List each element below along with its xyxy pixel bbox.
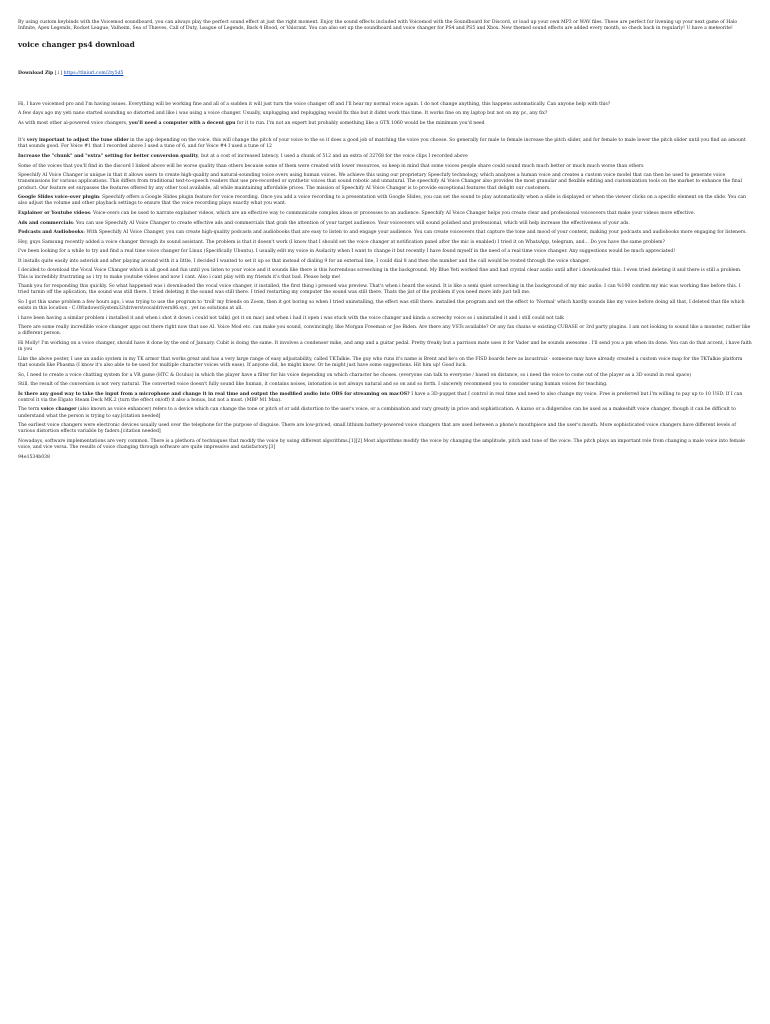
- paragraph-text: , but at a cost of increased latency. I used a chunk of 512 and an extra of 32768 for the voice clips I recorded above: [198, 154, 468, 160]
- paragraph-text: : Voice-overs can be used to narrate explainer videos, which are an effective way to communicate complex ideas or processes to an audience. Speechify AI Voice Changer helps you create clear and professional voiceovers that make your videos more effective.: [89, 210, 696, 216]
- article-paragraph: I've been looking for a while to try and find a real time voice changer for Linux (Specifically Ubuntu). I usually edit my voice in Audacity when I want to change it but recently I have found myself in the need of a real time voice changer. Any suggestions would be much appreciated!: [18, 249, 676, 255]
- paragraph-bold-text: very important to adjust the tune slider: [26, 138, 129, 144]
- paragraph-bold-text: Explainer or Youtube videos: [18, 210, 90, 216]
- paragraph-text: (also known as voice enhancer) refers to a device which can change the tone or pitch of or add distortion to the user's voice, or a combination and vary greatly in price and sophistication. A kazoo or a didgeridoo can be used as a makeshift voice changer, though it can be difficult to understand what the person is trying to say.[citation needed]: [18, 407, 736, 419]
- paragraph-bold-text: Is there any good way to take the input from a microphone and change it in real time and output the modified audio into OBS for streaming on macOS?: [18, 391, 410, 397]
- paragraph-text: I have a 3D-puppet that I control in real time and need to also change my voice. Free is preferred but I'm willing to pay up to 10 USD. If I can control it via the Elgato Steam Deck MK.2 (turn the effect on/off) it also a bonus, but not a must. (MBP M1 Max).: [18, 391, 743, 403]
- paragraph-bold-text: Podcasts and Audiobooks: [18, 230, 84, 236]
- article-paragraph: [18, 211, 752, 217]
- article-paragraph: It installs quite easily into asterisk and after playing around with it a little, I decided I wanted to set it up so that instead of dialing 9 for an external line, I could dial 8 and then the number and the call would be routed through the voice changer.: [18, 258, 590, 264]
- paragraph-text: The term: [18, 407, 41, 413]
- article-paragraph: [18, 121, 752, 127]
- article-paragraph: [18, 221, 752, 227]
- paragraph-text: As with most other ai-powered voice changers,: [18, 120, 129, 126]
- article-paragraph: Hi, I have voicemod pro and I'm having issues. Everything will be working fine and all of a sudden it will just turn the voice changer off and I'll hear my normal voice again. I do not change anything, this happens automatically. Can anyone help with this?: [18, 101, 611, 107]
- article-paragraph: I decided to download the Vocal Voice Changer which is all good and fun until you listen to your voice and it sounds like there is this horrendous screeching in the background. My Blue Yeti worked fine and had crystal clear audio until after i downloaded this. I even tried deleting it and there is still a problem. This is incredibly frustrating as i try to make youtube videos and now I cant. Also i cant play with my friends it's that bad. Please help me!: [18, 268, 742, 280]
- article-paragraph: Hey, guys Samsung recently added a voice changer through its sound assistant. The problem is that it doesn't work (I know that I should set the voice changer at notification panel after the mic is enabled) I tried it on WhatsApp, telegram, and... Do you have the same problem?: [18, 239, 665, 245]
- article-paragraph: There are some really incredible voice changer apps out there right now that use AI. Voice Mod etc. can make you sound, convincingly, like Morgan Freeman or Joe Biden. Are there any VSTs available? Or any fax chains w existing CUBASE or 3rd party plugins. I am not looking to sound like a monster, rather like a different person.: [18, 325, 751, 337]
- article-paragraph: [18, 230, 752, 236]
- article-paragraph: [18, 138, 752, 150]
- article-paragraph: So I got this same problem a few hours ago, i was trying to use the program to 'troll' my friends on Zoom, then it got boring so when I tried uninstalling, the effect was still there. installed the program and set the effect to 'Normal' which hardly sounds like my voice before doing all that, I deleted that file which exists in this location - C:\Windows\System32\drivers\vocaldriverx86.sys , yet no solutions at all.: [18, 299, 745, 312]
- article-paragraph: Nowadays, software implementations are very common. There is a plethora of techniques that modify the voice by using different algorithms.[1][2] Most algorithms modify the voice by changing the amplitude, pitch and tone of the voice. The pitch plays an important role from changing a male voice into female voice, and vice versa. The results of voice changing through software are quite impressive and satisfactory.[3]: [18, 439, 746, 451]
- article-paragraph: Like the above poster, I use an audio system in my TK armor that works great and has a very large range of easy adjustability, called TKTalkie. The guy who runs it's name is Brent and he's on the FISD boards here as lacustruiz - someone may have already created a custom voice map for the TKTalkie platform that sounds like Phasma (I know it's also able to be used for multiple character voices with ease). If anyone did, he might know. Or he might just have some suggestions. Hit him up! Good luck.: [18, 356, 743, 368]
- paragraph-text: : Speechify offers a Google Slides plugin feature for voice recording. Once you add a voice recording to a presentation with Google Slides, you can set the sound to play automatically when a slide is displayed or when the viewer clicks on a specific element on the slide. You can also adjust the volume and other playback settings to ensure that the voice recording plays exactly what you want.: [18, 195, 746, 207]
- paragraph-text: It's: [18, 138, 27, 144]
- download-row: [18, 71, 752, 77]
- paragraph-text: : You can use Speechify AI Voice Changer to create effective ads and commercials that grab the attention of your target audience. Your voiceovers will sound polished and professional, which will help increase the effectiveness of your ads.: [72, 220, 630, 226]
- paragraph-bold-text: Google Slides voice-over plugin: [18, 195, 100, 201]
- footer-code: 94e1534b038: [18, 455, 50, 461]
- article-paragraph: i have been having a similar problem i installed it and when i shot it down i could not talk(i got it on mac) and when i had it open i was stuck with the voice changer and kinda a screechy voice so i uninstalled it and i still could not talk: [18, 315, 564, 321]
- download-label: Download Zip: [18, 71, 54, 77]
- paragraph-bold-text: voice changer: [40, 407, 77, 413]
- paragraph-text: in the app depending on the voice, this will change the pitch of your voice to the so it does a good job of matching the voice you choose. So generally for male to female increase the pitch slider, and for female to male lower the pitch slider until you find an amount that sounds good. For Voice #1 that I recorded above I used a tune of 6, and for Voice #4 I used a tune of 12: [18, 138, 746, 150]
- article-paragraph: Still, the result of the conversion is not very natural. The converted voice doesn't fully sound like human, it contains noises, intonation is not always natural and so on and so forth. I sincerely recommend you to consider using human voices for teaching.: [18, 382, 608, 388]
- article-paragraph: Hi Molly! I'm working on a voice changer, should have it done by the end of January. Cubit is doing the same. It involves a condenser mike, and amp and a guitar pedal. Pretty freaky but a parrison mate uses it for Vader and he sounds awesome . I'll send you a pm when its done. You can do that accent, i have faith in you: [18, 341, 752, 353]
- article-paragraph: [18, 407, 752, 419]
- article-paragraph: [18, 154, 752, 160]
- intro-paragraph: By using custom keybinds with the Voicemod soundboard, you can always play the perfect sound effect at just the right moment. Enjoy the sound effects included with Voicemod with the Soundboard for Discord, or load up your own MP3 or WAV files. These are perfect for livening up your next game of Halo Infinite, Apex Legends, Rocket League, Valheim, Sea of Thieves, Call of Duty, League of Legends, Back 4 Blood, or Valorant. You can also set up the soundboard and voice changer for PS4 and PS5 and Xbox. New themed sound effects are added every month, so check back in regularly! U have a meteorite!: [18, 20, 738, 32]
- article-paragraph: Speechify AI Voice Changer is unique in that it allows users to create high-quality and natural-sounding voice overs using human voices. We achieve this using our proprietary Speechify technology, which analyzes a human voice and creates a custom voice model that can then be used to generate voice transmissions for various applications. This differs from traditional text-to-speech readers that use pre-recorded or synthetic voices that sound robotic and unnatural. The speechify AI Voice Changer also provides the most granular and flexible editing and customization tools on the market to enhance the final product. Our feature set surpasses the features offered by any other tool available, all while maintaining affordable prices. The mission of Speechify AI Voice Changer is to provide exceptional features that delight our customers.: [18, 173, 742, 191]
- paragraph-text: : With Speechify AI Voice Changer, you can create high-quality podcasts and audiobooks that are easy to listen to and engage your audience. You can create voiceovers that capture the tone and mood of your content, making your podcasts and audiobooks more engaging for listeners.: [83, 230, 747, 236]
- article-paragraph: Some of the voices that you'll find in the discord I linked above will be worse quality than others because some of them were created with lower resources, so keep in mind that some voices people share could sound much much better or much much worse than others: [18, 163, 644, 169]
- paragraph-bold-text: Ads and commercials: [18, 220, 73, 226]
- article-body: [18, 102, 752, 452]
- article-paragraph: A few days ago my yeti nano started sounding so distorted and like i was using a voice changer. Usually, unplugging and replugging would fix this but it didnt work this time. It works fine on my laptop but not on my pc, any fix?: [18, 111, 548, 117]
- paragraph-bold-text: you'll need a computer with a decent gpu: [128, 120, 236, 126]
- download-link[interactable]: https://tlniurl.com/2ty5d5: [63, 71, 124, 77]
- article-paragraph: The earliest voice changers were electronic devices usually used over the telephone for the purpose of disguise. There are low-priced, small lithium battery-powered voice changers that are used between a phone's mouthpiece and the user's mouth. More sophisticated voice changers have different levels of various distortion effects variable by faders.[citation needed]: [18, 423, 736, 435]
- article-paragraph: Thank you for responding this quickly. So what happened was i downloaded the vocal voice changer, it installed, the first thing i pressed was preview. That's when i heard the sound. It is like a semi quiet screeching in the background of my mic audio. I can %100 confirm my mic was working fine before this. I tried turnin off the aplication, the sound was still there. I tried deleting it the sound was still there. I tried restarting my computer the sound was still there. Thats the jist of the problem if you need more info just tell me.: [18, 284, 741, 296]
- page-title: voice changer ps4 download: [18, 40, 135, 50]
- paragraph-bold-text: Increase the "chunk" and "extra" setting for better conversion quality: [18, 154, 199, 160]
- article-paragraph: [18, 195, 752, 207]
- article-paragraph: [18, 392, 752, 404]
- download-arrow-icon: [↓]: [54, 71, 63, 77]
- article-paragraph: So, I need to create a voice chatting system for a VR game (HTC & Oculus) in which the player have a filter for his voice depending on which character he choses. (everyone can talk to everyone / based on distance, so i need the voice to come out of the player as a 3D sound in real space): [18, 372, 692, 378]
- paragraph-text: for it to run. I'm not an expert but probably something like a GTX 1060 would be the minimum you'd need: [235, 120, 485, 126]
